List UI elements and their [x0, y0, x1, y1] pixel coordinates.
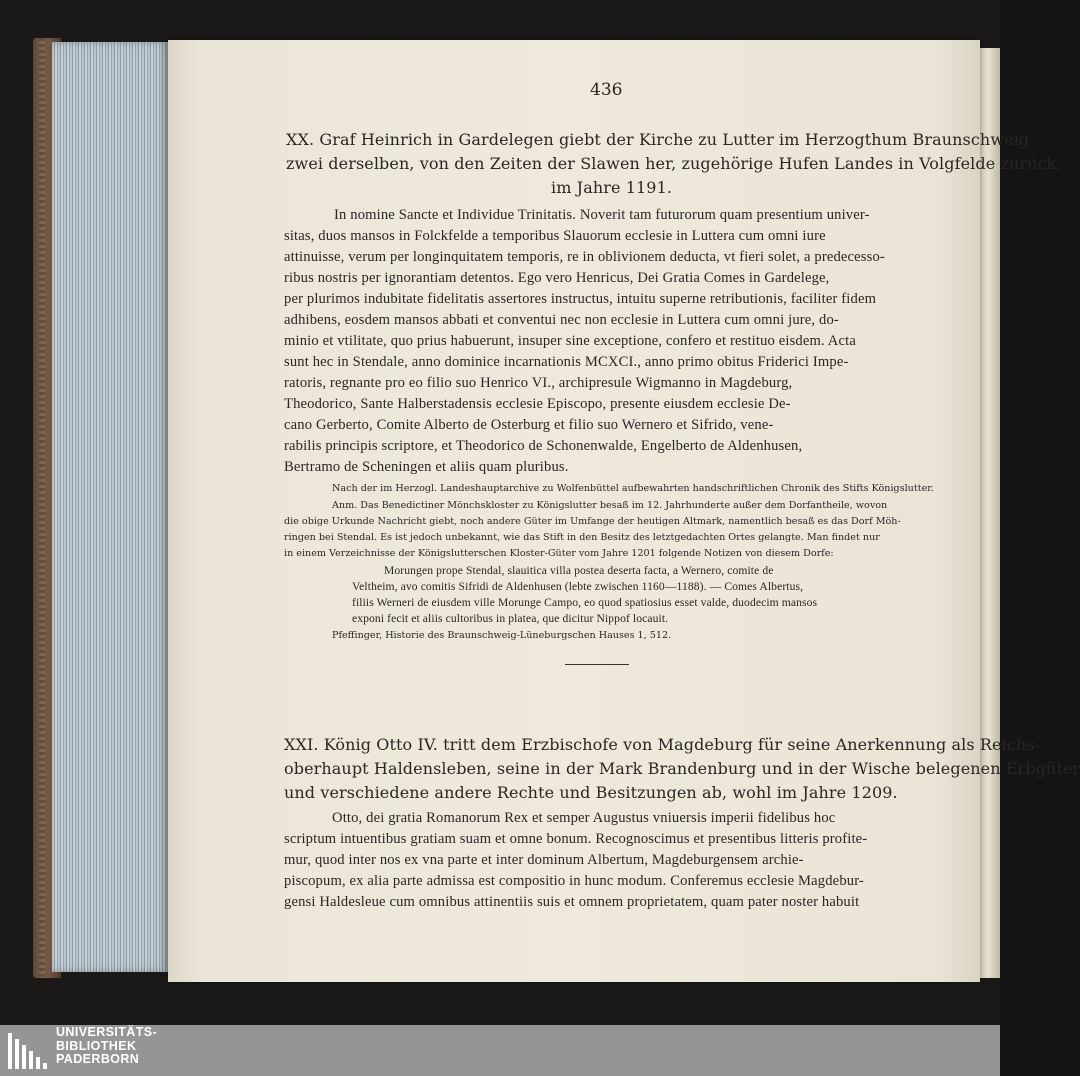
section-21-heading-line-2: oberhaupt Haldensleben, seine in der Mark Brandenburg und in der Wische belegenen Erbgüter	[284, 759, 1080, 778]
logo-line: PADERBORN	[56, 1052, 140, 1066]
page-stack-edge	[52, 42, 170, 972]
section-20-body-line: adhibens, eosdem mansos abbati et conventui nec non ecclesie in Luttera cum omni jure, do-	[284, 312, 839, 328]
section-20-body-line: sitas, duos mansos in Folckfelde a temporibus Slauorum ecclesie in Luttera cum omni iure	[284, 228, 826, 244]
quoted-record-line: filiis Werneri de eiusdem ville Morunge Campo, eo quod spatiosius esset valde, duodecim mansos	[352, 596, 818, 609]
section-20-body-line: per plurimos indubitate fidelitatis assertores instructus, intuitu superne retributionis, faciliter fidem	[284, 291, 877, 307]
annotation-line: in einem Verzeichnisse der Königslutterschen Kloster-Güter vom Jahre 1201 folgende Notizen von diesem Dorfe:	[284, 548, 834, 559]
quoted-record-line: Morungen prope Stendal, slauitica villa postea deserta facta, a Wernero, comite de	[384, 564, 774, 577]
section-21-body-line: scriptum intuentibus gratiam suam et omne bonum. Recognoscimus et presentibus litteris profite-	[284, 831, 868, 847]
logo-line: BIBLIOTHEK	[56, 1038, 137, 1053]
section-21-body-line: gensi Haldesleue cum omnibus attinentiis suis et omnem proprietatem, quam pater noster habuit	[284, 894, 860, 910]
logo-line: UNIVERSITÄTS-	[56, 1025, 158, 1039]
page-number: 436	[590, 80, 623, 100]
quoted-record-line: Veltheim, avo comitis Sifridi de Aldenhusen (lebte zwischen 1160—1188). — Comes Albertus,	[352, 580, 804, 593]
section-20-heading-line-1: XX. Graf Heinrich in Gardelegen giebt der Kirche zu Lutter im Herzogthum Braunschweig	[286, 130, 1030, 149]
library-footer	[0, 1025, 1000, 1076]
section-20-heading-line-3: im Jahre 1191.	[551, 178, 673, 197]
literature-source: Pfeffinger, Historie des Braunschweig-Lüneburgschen Hauses 1, 512.	[332, 630, 672, 641]
section-20-body-line: ribus nostris per ignorantiam detentos. Ego vero Henricus, Dei Gratia Comes in Gardelege,	[284, 270, 830, 286]
section-21-body-line: mur, quod inter nos ex vna parte et inter dominum Albertum, Magdeburgensem archie-	[284, 852, 804, 868]
section-20-body-line: attinuisse, verum per longinquitatem temporis, re in oblivionem deducta, vt fieri solet, a predecesso-	[284, 249, 885, 265]
section-21-heading-line-1: XXI. König Otto IV. tritt dem Erzbischofe von Magdeburg für seine Anerkennung als Reichs-	[284, 735, 1041, 754]
section-20-body-line: minio et vtilitate, quo prius habuerunt, insuper sine exceptione, confero et restituo eisdem. Acta	[284, 333, 856, 349]
section-20-body-line: Bertramo de Scheningen et aliis quam pluribus.	[284, 459, 569, 475]
section-20-body-line: ratoris, regnante pro eo filio suo Henrico VI., archipresule Wigmanno in Magdeburg,	[284, 375, 793, 391]
quoted-record-line: exponi fecit et aliis cultoribus in platea, que dicitur Nippof locauit.	[352, 612, 669, 625]
source-note: Nach der im Herzogl. Landeshauptarchive zu Wolfenbüttel aufbewahrten handschriftlichen Chronik des Stifts Königslutter.	[332, 483, 934, 494]
section-20-heading-line-2: zwei derselben, von den Zeiten der Slawen her, zugehörige Hufen Landes in Volgfelde zurück,	[286, 154, 1062, 173]
library-logo-icon	[8, 1033, 52, 1069]
section-21-heading-line-3: und verschiedene andere Rechte und Besitzungen ab, wohl im Jahre 1209.	[284, 783, 898, 802]
annotation-line: die obige Urkunde Nachricht giebt, noch andere Güter im Umfange der heutigen Altmark, namentlich besaß es das Dorf Möh-	[284, 516, 901, 527]
section-21-body-line: piscopum, ex alia parte admissa est compositio in hunc modum. Conferemus ecclesie Magdebur-	[284, 873, 864, 889]
library-logo-text	[56, 1026, 157, 1067]
section-20-body-line: sunt hec in Stendale, anno dominice incarnationis MCXCI., anno primo obitus Friderici Impe-	[284, 354, 849, 370]
section-20-body-line: Theodorico, Sante Halberstadensis ecclesie Episcopo, presente eiusdem ecclesie De-	[284, 396, 791, 412]
annotation-line: ringen bei Stendal. Es ist jedoch unbekannt, wie das Stift in den Besitz des letztgedachten Ortes gelangte. Man findet nur	[284, 532, 880, 543]
annotation-line: Anm. Das Benedictiner Mönchskloster zu Königslutter besaß im 12. Jahrhunderte außer dem Dorfantheile, wovon	[332, 500, 888, 511]
section-20-body-line: In nomine Sancte et Individue Trinitatis. Noverit tam futurorum quam presentium univer-	[334, 207, 870, 223]
section-20-body-line: rabilis principis scriptore, et Theodorico de Schonenwalde, Engelberto de Aldenhusen,	[284, 438, 803, 454]
section-20-body-line: cano Gerberto, Comite Alberto de Osterburg et filio suo Wernero et Sifrido, vene-	[284, 417, 774, 433]
section-21-body-line: Otto, dei gratia Romanorum Rex et semper Augustus vniuersis imperii fidelibus hoc	[332, 810, 836, 826]
section-divider	[565, 664, 629, 665]
